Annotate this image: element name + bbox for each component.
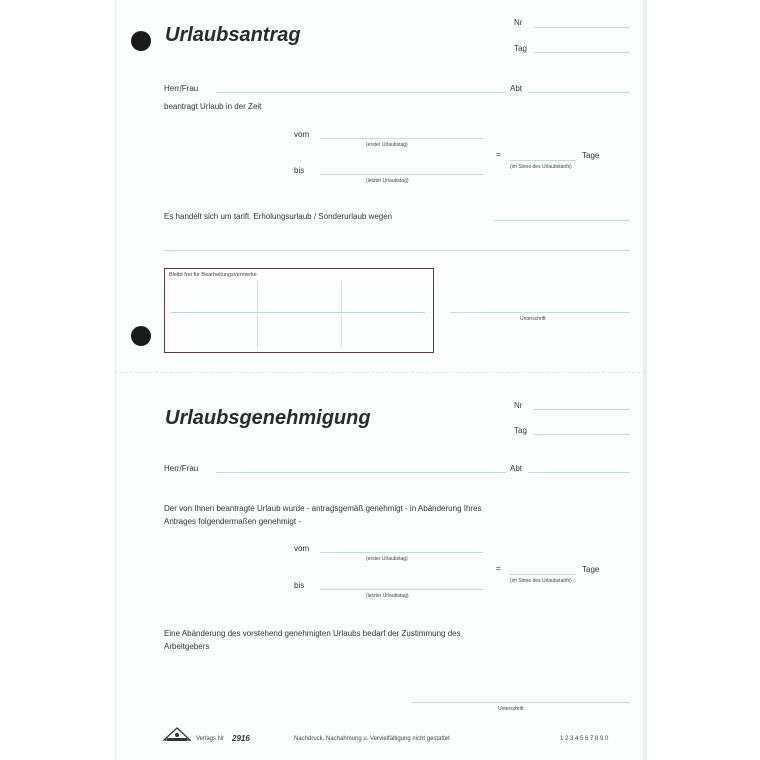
genehmigung-vom-label: vom (294, 544, 310, 553)
remarks-box (164, 268, 434, 353)
change-line-1: Eine Abänderung des vorstehend genehmigten Urlaubs bedarf der Zustimmung des (164, 629, 461, 638)
genehmigung-change-text (164, 627, 636, 653)
genehmigung-tag-field[interactable] (534, 434, 630, 435)
remarks-guide-horizontal (171, 312, 425, 313)
antrag-title: Urlaubsantrag (165, 24, 301, 46)
genehmigung-signature-label: Unterschrift (498, 706, 524, 712)
perforation-line (115, 372, 645, 373)
sheet-edge (643, 0, 647, 760)
antrag-bis-label: bis (294, 166, 305, 175)
antrag-reason-field-2[interactable] (164, 250, 630, 251)
antrag-signature-field[interactable] (450, 312, 630, 313)
change-line-2: Arbeitgebers (164, 642, 210, 651)
antrag-tag-label: Tag (514, 44, 527, 53)
genehmigung-bis-hint: (letzter Urlaubstag) (366, 593, 409, 599)
antrag-zeit-text: beantragt Urlaub in der Zeit (164, 102, 262, 111)
antrag-tag-field[interactable] (534, 52, 630, 53)
genehmigung-vom-hint: (erster Urlaubstag) (366, 556, 408, 562)
genehmigung-nr-field[interactable] (534, 409, 630, 410)
antrag-signature-label: Unterschrift (520, 316, 546, 322)
antrag-person-label: Herr/Frau (164, 84, 199, 93)
genehmigung-title: Urlaubsgenehmigung (165, 407, 371, 429)
genehmigung-tage-hint: (im Sinne des Urlaubstarifs) (510, 578, 572, 584)
antrag-tage-hint: (im Sinne des Urlaubstarifs) (510, 164, 572, 170)
genehmigung-vom-field[interactable] (320, 552, 483, 553)
publisher-logo-icon (162, 726, 192, 747)
genehmigung-tag-label: Tag (514, 426, 527, 435)
remarks-label: Bleibt frei für Bearbeitungsvermerke (169, 272, 257, 278)
antrag-nr-field[interactable] (534, 27, 630, 28)
genehmigung-tage-label: Tage (582, 565, 600, 574)
antrag-tage-field[interactable] (510, 160, 576, 161)
antrag-reason-text: Es handelt sich um tarifl. Erholungsurlaub / Sonderurlaub wegen (164, 212, 393, 221)
genehmigung-abt-label: Abt (510, 464, 523, 473)
verlag-number: 2916 (232, 734, 250, 743)
genehmigung-tage-field[interactable] (510, 574, 576, 575)
approval-line-2: Antrages folgendermaßen genehmigt - (164, 517, 301, 526)
genehmigung-bis-field[interactable] (320, 589, 483, 590)
antrag-vom-field[interactable] (320, 138, 483, 139)
antrag-bis-field[interactable] (320, 174, 483, 175)
verlag-label: Verlags Nr (196, 736, 225, 742)
antrag-person-field[interactable] (216, 92, 506, 93)
genehmigung-approval-text (164, 502, 636, 528)
antrag-tage-label: Tage (582, 151, 600, 160)
antrag-nr-label: Nr (514, 18, 523, 27)
copyright-text: Nachdruck, Nachahmung u. Vervielfältigung nicht gestattet (294, 736, 450, 742)
genehmigung-person-label: Herr/Frau (164, 464, 199, 473)
punch-hole-top (131, 31, 151, 51)
genehmigung-bis-label: bis (294, 581, 305, 590)
antrag-abt-field[interactable] (528, 92, 630, 93)
genehmigung-person-field[interactable] (216, 472, 506, 473)
antrag-vom-label: vom (294, 130, 310, 139)
antrag-vom-hint: (erster Urlaubstag) (366, 142, 408, 148)
genehmigung-signature-field[interactable] (412, 702, 630, 703)
antrag-reason-field[interactable] (494, 220, 630, 221)
remarks-guide-vertical-2 (341, 281, 342, 347)
antrag-abt-label: Abt (510, 84, 523, 93)
genehmigung-abt-field[interactable] (528, 472, 630, 473)
print-code: 1 2 3 4 5 6 7 8 9 0 (560, 736, 609, 742)
antrag-bis-hint: (letzter Urlaubstag) (366, 178, 409, 184)
antrag-equals: = (496, 150, 501, 159)
punch-hole-bottom (131, 326, 151, 346)
approval-line-1: Der von Ihnen beantragte Urlaub wurde - antragsgemäß genehmigt - in Abänderung Ihres (164, 504, 482, 513)
genehmigung-equals: = (496, 564, 501, 573)
genehmigung-nr-label: Nr (514, 401, 523, 410)
remarks-guide-vertical-1 (257, 281, 258, 347)
